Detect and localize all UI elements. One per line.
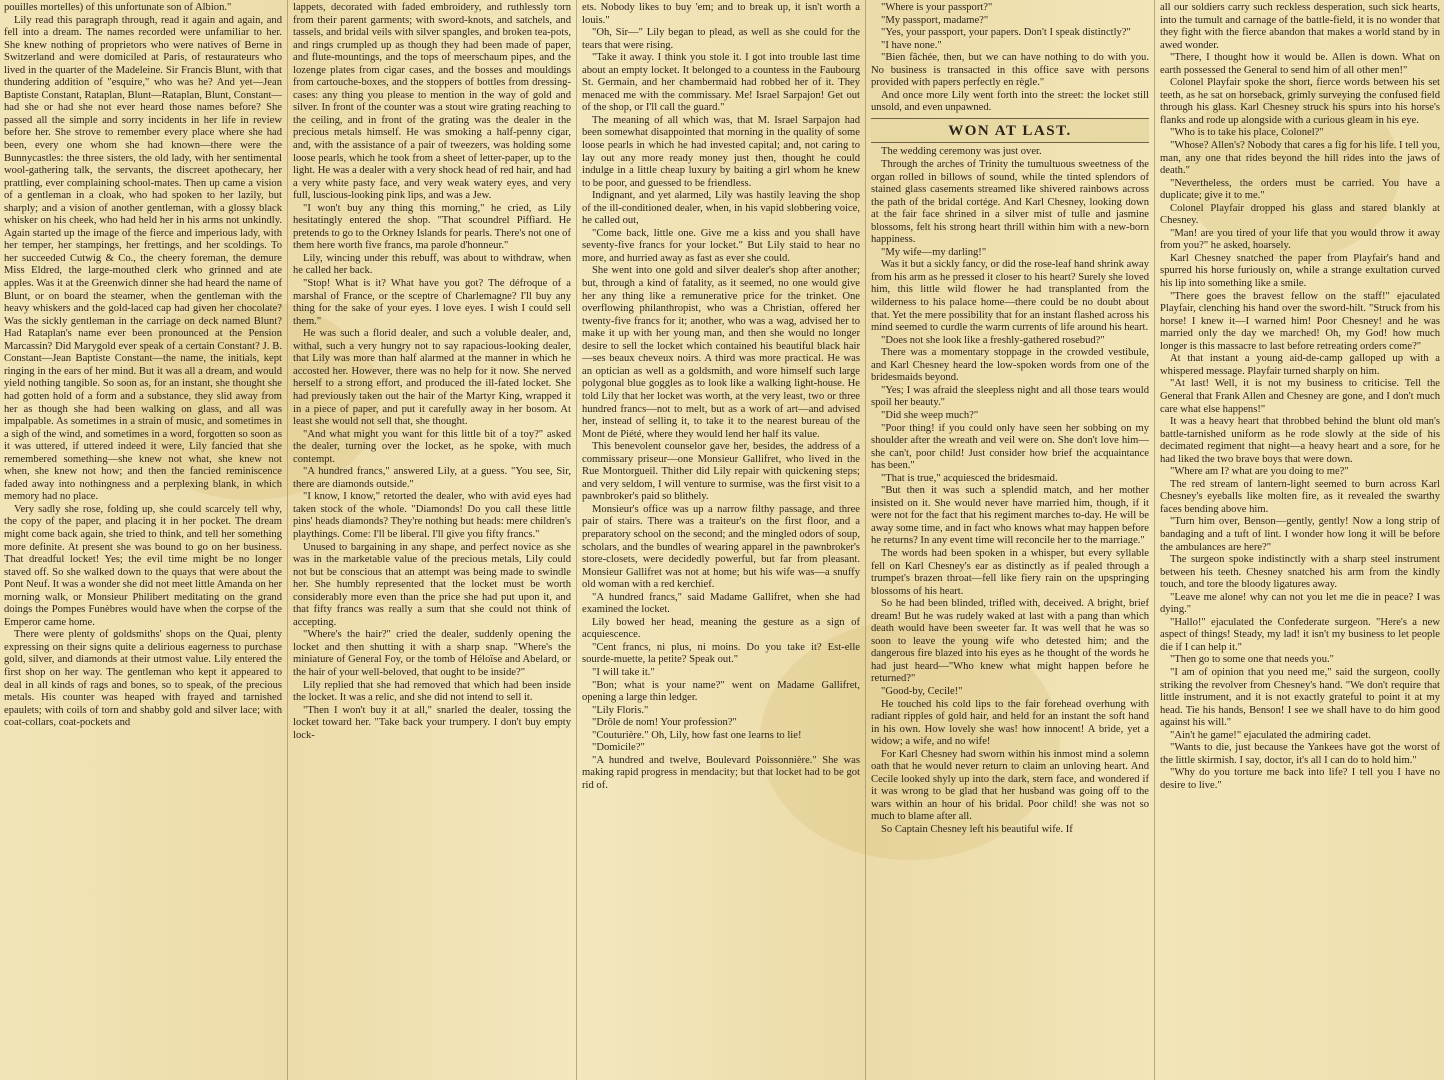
paragraph: "Then I won't buy it at all," snarled the dealer, tossing the locket toward her. "Take back your trumpery. I don't buy empty lock- <box>293 704 571 741</box>
paragraph: "Take it away. I think you stole it. I got into trouble last time about an empty locket. It belonged to a countess in the Faubourg St. Germain, and her chambermaid had robbed her of it. They menaced me with the commissary. Me! Israel Sarpajon! Get out of the shop, or I'll call the guard." <box>582 52 860 114</box>
paragraph: "I won't buy any thing this morning," he cried, as Lily hesitatingly entered the shop. "That scoundrel Piffiard. He pretends to go to the Orkney Islands for pearls. There's not one of them here worth five francs, ma parole d'honneur." <box>293 202 571 252</box>
paragraph: Colonel Playfair spoke the short, fierce words between his set teeth, as he sat on horseback, grimly surveying the confused field through his glass. Karl Chesney struck his spurs into his horse's flanks and rode up alongside with a curious gleam in his eye. <box>1160 77 1440 126</box>
paragraph: Lily replied that she had removed that which had been inside the locket. It was a relic, and she did not intend to sell it. <box>293 679 571 704</box>
paragraph: Indignant, and yet alarmed, Lily was hastily leaving the shop of the ill-conditioned dealer, when, in his vapid slobbering voice, he called out, <box>582 190 860 227</box>
text-column-3 <box>578 0 864 1080</box>
paragraph: "Poor thing! if you could only have seen her sobbing on my shoulder after the wreath and veil were on. She don't love him—she can't, poor child! Just consider how brief the acquaintance has been." <box>871 422 1149 472</box>
paragraph: "I am of opinion that you need me," said the surgeon, coolly striking the revolver from Chesney's hand. "We don't require that little instrument, and it is not exactly grateful to point it at my head. Tie his hands, Benson! I see we shall have to do him good against his will." <box>1160 666 1440 729</box>
paragraph: Lily bowed her head, meaning the gesture as a sign of acquiescence. <box>582 616 860 641</box>
paragraph: Through the arches of Trinity the tumultuous sweetness of the organ rolled in billows of sound, while the tinted splendors of stained glass casements streamed like shivered rainbows across the path of the bridal cortége. And Karl Chesney, looking down at the fair face shrined in a silver mist of tulle and jasmine blossoms, felt his strong heart thrill within him with a new-born happiness. <box>871 159 1149 246</box>
paragraph: "Domicile?" <box>592 742 645 754</box>
paragraph: pouilles mortelles) of this unfortunate son of Albion." <box>4 2 232 13</box>
paragraph: Lily read this paragraph through, read it again and again, and fell into a dream. The names recorded were unfamiliar to her. She knew nothing of proprietors who were natives of Berne in Switzerland and were domiciled at Paris, of restaurateurs who lived in the quarter of the Madeleine. Sir Francis Blunt, with that thundering addition of "esquire," who was he? And yet—Jean Baptiste Constant, Rataplan, Blunt—Rataplan, Blunt, Constant—had she or had she not ever heard those names before? She passed all the simple and sorry incidents in her life in review before her. She strove to remember every place where she had been, every one whom she had known—there were the Bunnycastles: the three sisters, the old lady, with her sentimental wool-gathering talk, the servants, the discreet apothecary, her prattling, ever complaining school-mates. Then up came a vision of a gentleman in a cloak, who had spoken to her lazily, but sharply; and a vision of another gentleman, with a glossy black whisker on his cheek, who had held her in his arms not unkindly. Again started up the image of the fierce and imperious lady, with her temper, her stampings, her frettings, and her scoldings. To her succeeded Cutwig & Co., the cheery foreman, the demure Miss Eldred, the large-mouthed clerk who grinned and ate apples. Was it at the Greenwich dinner she had heard the name of Blunt, or on board the steamer, when the gentleman with the heavy whiskers and the gold-laced cap had given her chocolate? Was the sickly gentleman in the carriage on deck named Blunt? Had Rataplan's name ever been pronounced at the Pension Marcassin? Did Marygold ever speak of a certain Constant? J. B. Constant—Jean Baptiste Constant—the name, the initials, kept ringing in the ears of her mind. But it was all a dream, and would yield nothing tangible. So soon as, for an instant, she thought she had gotten hold of a form and a substance, they slid away from her as though she had been walking on glass, and all was impalpable. As sometimes in a strain of music, and sometimes in a sigh of the wind, and sometimes in a word, forgotten so soon as it was uttered, if uttered indeed it were, Lily fancied that she remembered something—she knew not what, she knew not when, she knew not how; and then the fancied reminiscence faded away into nothingness and a perplexing blank, in which memory had no place. <box>4 14 282 503</box>
paragraph: "Stop! What is it? What have you got? The défroque of a marshal of France, or the sceptre of Charlemagne? I'll buy any thing for the sake of your eyes. I love eyes. I wish I could sell them." <box>293 278 571 327</box>
paragraph: "There goes the bravest fellow on the staff!" ejaculated Playfair, clenching his hand over the sword-hilt. "Struck from his horse! I knew it—I warned him! Poor Chesney! and he was married only the day we marched! Oh, my God! how much longer is this massacre to last before retreating orders come?" <box>1160 290 1440 352</box>
paragraph: "Hallo!" ejaculated the Confederate surgeon. "Here's a new aspect of things! Steady, my lad! it isn't my business to let people die if I can help it." <box>1160 616 1440 653</box>
story-headline-box <box>871 118 1149 144</box>
paragraph: It was a heavy heart that throbbed behind the blunt old man's battle-tarnished uniform as he rode slowly at the side of his decimated regiment that night—a heavy heart and a sore, for he had liked the two brave boys that were down. <box>1160 416 1440 465</box>
paragraph: "Good-by, Cecile!" <box>881 685 963 697</box>
text-column-5 <box>1156 0 1444 1080</box>
paragraph: "I have none." <box>881 39 942 51</box>
paragraph: So Captain Chesney left his beautiful wife. If <box>881 824 1073 835</box>
column-rule <box>287 0 288 1080</box>
paragraph: Unused to bargaining in any shape, and perfect novice as she was in the marketable value of the precious metals, Lily could not but be conscious that an attempt was being made to swindle her. She humbly represented that the locket must be worth considerably more even than the price she had put upon it, and that fifty francs was really a sum that she could not think of accepting. <box>293 541 571 628</box>
paragraph: This benevolent counselor gave her, besides, the address of a commissary priseur—one Monsieur Gallifret, who lived in the Rue Montorgueil. Thither did Lily repair with quickening steps; and very seldom, I will venture to surmise, was the first visit to a pawnbroker's paid so blithely. <box>582 441 860 503</box>
paragraph: The wedding ceremony was just over. <box>881 146 1042 158</box>
paragraph: Lily, wincing under this rebuff, was about to withdraw, when he called her back. <box>293 252 571 277</box>
paragraph: She went into one gold and silver dealer's shop after another; but, through a kind of fatality, as it seemed, no one would give her any thing like a remunerative price for the trinket. One overflowing philanthropist, who was a Christian, offered her twenty-five francs for it; another, who was a wag, advised her to make it up with her young man, and then she would no longer desire to sell the locket which contained his beautiful black hair—ses beaux cheveux noirs. A third was more practical. He was an optician as well as a goldsmith, and wore himself such large polygonal blue goggles as to look like a walking light-house. He told Lily that her locket was worth, at the very least, two or three hundred francs—not to melt, but as a work of art—and advised her, instead of selling it, to take it to the nearest bureau of the Mont de Piété, where they would lend her half its value. <box>582 265 860 440</box>
paragraph: "Yes; I was afraid the sleepless night and all those tears would spoil her beauty." <box>871 384 1149 409</box>
paragraph: The meaning of all which was, that M. Israel Sarpajon had been somewhat disappointed that morning in the quality of some loose pearls in which he had invested capital; and, not caring to lay out any more ready money just then, thought he could indulge in a little cheap luxury by baiting a girl whom he knew to be poor, and guessed to be friendless. <box>582 114 860 189</box>
paragraph: The words had been spoken in a whisper, but every syllable fell on Karl Chesney's ear as distinctly as if pealed through a trumpet's brazen throat—fell like fiery rain on the upspringing blossoms of his heart. <box>871 547 1149 597</box>
paragraph: Karl Chesney snatched the paper from Playfair's hand and spurred his horse furiously on, while a strange exultation curved his lip into something like a smile. <box>1160 252 1440 290</box>
paragraph: "A hundred francs," said Madame Gallifret, when she had examined the locket. <box>582 591 860 616</box>
story-headline: WON AT LAST. <box>948 122 1072 139</box>
paragraph: "Where's the hair?" cried the dealer, suddenly opening the locket and then shutting it with a sharp snap. "Where's the miniature of General Foy, or the tomb of Héloïse and Abelard, or the hair of your well-beloved, that ought to be inside?" <box>293 629 571 678</box>
paragraph: "Nevertheless, the orders must be carried. You have a duplicate; give it to me." <box>1160 177 1440 202</box>
paragraph: "Whose? Allen's? Nobody that cares a fig for his life. I tell you, man, any one that rides beyond the hill rides into the jaws of death." <box>1160 140 1440 177</box>
paragraph: "My passport, madame?" <box>881 14 989 26</box>
paragraph: "Where is your passport?" <box>881 2 993 13</box>
paragraph: So he had been blinded, trifled with, deceived. A bright, brief dream! But he was rudely waked at last with a pang than which death would have been sweeter far. It was well that he was so soon to leave the young wife who detested him; and the dangerous fire blazed into his eyes as he thought of the words he had just heard—"Who knew what might happen before he returned?" <box>871 598 1149 685</box>
paragraph: The surgeon spoke indistinctly with a sharp steel instrument between his teeth. Chesney snatched his arm from the kindly touch, and tore the bloody ligatures away. <box>1160 554 1440 591</box>
column-rule <box>865 0 866 1080</box>
paragraph: "Turn him over, Benson—gently, gently! Now a long strip of bandaging and a tuft of lint. I wonder how long it will be before the ambulances are here?" <box>1160 516 1440 553</box>
paragraph: ets. Nobody likes to buy 'em; and to break up, it isn't worth a louis." <box>582 2 860 26</box>
paragraph: "Man! are you tired of your life that you would throw it away from you?" he asked, hoarsely. <box>1160 227 1440 252</box>
paragraph: "I know, I know," retorted the dealer, who with avid eyes had taken stock of the whole. "Diamonds! Do you call these little pins' heads diamonds? They're nothing but heads: mere children's playthings. Come: I'll be liberal. I'll give you fifty francs." <box>293 491 571 540</box>
paragraph: There were plenty of goldsmiths' shops on the Quai, plenty expressing on their signs quite a delirious eagerness to purchase gold, silver, and diamonds at their utmost value. Lily entered the first shop on her way. The gentleman who kept it appeared to deal in all kinds of rags and bones, so to speak, of the precious metals. His counter was heaped with frayed and tarnished epaulets; with coils of torn and shabby gold and silver lace; with coat-collars, coat-pockets and <box>4 629 282 729</box>
paragraph: Very sadly she rose, folding up, she could scarcely tell why, the copy of the paper, and placing it in her pocket. The dream might come back again, she tried to think, and tell her something more definite. At present she was bound to go on her business. That dreadful locket! Yes; the evil time might be no longer staved off. So she walked down to the quays that were about the Pont Neuf. It was a wonder she did not meet little Amanda on her morning walk, or Monsieur Philibert meditating on the grand doings the Pompes Funèbres would have when the corpse of the Emperor came home. <box>4 503 282 628</box>
paragraph: "Leave me alone! why can not you let me die in peace? I was dying." <box>1160 591 1440 616</box>
paragraph: "Who is to take his place, Colonel?" <box>1170 127 1324 139</box>
paragraph: "A hundred and twelve, Boulevard Poissonnière." She was making rapid progress in mendacity; but that locket had to be got rid of. <box>582 754 860 791</box>
paragraph: "Come back, little one. Give me a kiss and you shall have seventy-five francs for your locket." But Lily staid to hear no more, and hurried away as fast as ever she could. <box>582 227 860 264</box>
paragraph: "A hundred francs," answered Lily, at a guess. "You see, Sir, there are diamonds outside." <box>293 466 571 490</box>
text-column-1 <box>0 0 286 1080</box>
paragraph: lappets, decorated with faded embroidery, and ruthlessly torn from their parent garments; with sword-knots, and satchels, and tassels, and bridal veils with silver spangles, and broken tea-pots, and rings crumpled up as though they had been made of paper, and flute-mountings, and the tops of meerschaum pipes, and the lozenge plates from cigar cases, and the bosses and mouldings from cartouche-boxes, and the stoppers of bottles from dressing-cases: any thing you please to mention in the way of gold and silver. In front of the counter was a stout wire grating reaching to the ceiling, and in front of the grating was the dealer in the precious metals himself. He was smoking a half-penny cigar, and, with the assistance of a pair of tweezers, was holding some loose pearls, which he took from a sheet of letter-paper, up to the light. He was a dealer with a very shock head of red hair, and had a very white pasty face, and very weak watery eyes, and very full, luscious-looking pink lips, and was a Jew. <box>293 2 571 202</box>
paragraph: "And what might you want for this little bit of a toy?" asked the dealer, turning over the locket, as he spoke, with much contempt. <box>293 428 571 465</box>
paragraph: "That is true," acquiesced the bridesmaid. <box>881 472 1058 484</box>
paragraph: "Why do you torture me back into life? I tell you I have no desire to live." <box>1160 767 1440 791</box>
paragraph: "Drôle de nom! Your profession?" <box>592 717 737 729</box>
text-column-2 <box>289 0 575 1080</box>
column-rule <box>576 0 577 1080</box>
paragraph: "At last! Well, it is not my business to criticise. Tell the General that Frank Allen and Chesney are gone, and I don't much care what else happens!" <box>1160 378 1440 415</box>
paragraph: Monsieur's office was up a narrow filthy passage, and three pair of stairs. There was a traiteur's on the first floor, and a preparatory school on the second; and the mingled odors of soup, scholars, and the bundles of wearing apparel in the pawnbroker's store-closets, were decidedly powerful, but far from pleasant. Monsieur Gallifret was not at home; but his wife was—a snuffy old woman with a red kerchief. <box>582 503 860 591</box>
paragraph: "There, I thought how it would be. Allen is down. What on earth possessed the General to send him of all other men!" <box>1160 52 1440 76</box>
paragraph: And once more Lily went forth into the street: the locket still unsold, and even unpawned. <box>871 89 1149 114</box>
paragraph: "Cent francs, ni plus, ni moins. Do you take it? Est-elle sourde-muette, la petite? Speak out." <box>582 641 860 666</box>
paragraph: "Couturière." Oh, Lily, how fast one learns to lie! <box>592 729 802 741</box>
paragraph: The red stream of lantern-light seemed to burn across Karl Chesney's eyeballs like molten fire, as it revealed the swarthy faces bending above him. <box>1160 478 1440 515</box>
paragraph: "Yes, your passport, your papers. Don't I speak distinctly?" <box>881 27 1131 39</box>
paragraph: For Karl Chesney had sworn within his inmost mind a solemn oath that he would never return to claim an unloving heart. And Cecile looked shyly up into the dark, stern face, and wondered if it was wrong to be glad that her husband was going off to the wars within an hour of his bridal. Poor child! she was not so much to blame after all. <box>871 748 1149 823</box>
paragraph: "I will take it." <box>592 666 655 678</box>
paragraph: He was such a florid dealer, and such a voluble dealer, and, withal, such a very hungry not to say rapacious-looking dealer, that Lily was more than half alarmed at the manner in which he accosted her. However, there was no help for it now. She nerved herself to a strong effort, and produced the ill-fated locket. She had previously taken out the hair of the Martyr King, wrapped it in a piece of paper, and put it carefully away in her bosom. At least she would not sell that, she thought. <box>293 328 571 428</box>
text-column-4 <box>867 0 1153 1080</box>
paragraph: all our soldiers carry such reckless desperation, such sick hearts, into the tumult and carnage of the battle-field, it is no wonder that they fight with the fierce abandon that makes a world stand by in awed wonder. <box>1160 2 1440 51</box>
paragraph: "But then it was such a splendid match, and her mother insisted on it. She would never have married him, though, if it were not for the fact that his regiment marches to-day. He will be away some time, and in fact who knows what may happen before he returns? In any event time will reconcile her to the marriage." <box>871 485 1149 547</box>
paragraph: At that instant a young aid-de-camp galloped up with a whispered message. Playfair turned sharply on him. <box>1160 353 1440 377</box>
paragraph: "Then go to some one that needs you." <box>1170 654 1334 666</box>
paragraph: "Where am I? what are you doing to me?" <box>1170 466 1349 478</box>
paragraph: Colonel Playfair dropped his glass and stared blankly at Chesney. <box>1160 202 1440 227</box>
paragraph: Was it but a sickly fancy, or did the rose-leaf hand shrink away from his arm as he pressed it closer to his heart? Surely she loved him, this little wild flower he had transplanted from the wilderness to his palace home—there could be no doubt about that. Yet the mere possibility that for an instant flashed across his mind seemed to curdle the warm currents of life around his heart. <box>871 259 1149 334</box>
paragraph: "Lily Floris." <box>592 704 649 716</box>
paragraph: "Oh, Sir—" Lily began to plead, as well as she could for the tears that were rising. <box>582 27 860 51</box>
paragraph: "My wife—my darling!" <box>881 246 987 258</box>
paragraph: "Wants to die, just because the Yankees have got the worst of the little skirmish. I say, doctor, it's all I can do to hold him." <box>1160 742 1440 766</box>
paragraph: "Does not she look like a freshly-gathered rosebud?" <box>881 334 1105 346</box>
column-rule <box>1154 0 1155 1080</box>
paragraph: "Ain't he game!" ejaculated the admiring cadet. <box>1170 729 1371 741</box>
paragraph: "Did she weep much?" <box>881 409 979 421</box>
paragraph: He touched his cold lips to the fair forehead overhung with radiant ripples of gold hair, and held for an instant the soft hand in his own. How lovely she was! how innocent! A bride, yet a widow; a wife, and no wife! <box>871 698 1149 748</box>
paragraph: There was a momentary stoppage in the crowded vestibule, and Karl Chesney heard the low-spoken words from one of the bridesmaids beyond. <box>871 347 1149 384</box>
paragraph: "Bon; what is your name?" went on Madame Gallifret, opening a large thin ledger. <box>582 679 860 704</box>
paragraph: "Bien fâchée, then, but we can have nothing to do with you. No business is transacted in this office save with persons provided with papers perfectly en règle." <box>871 52 1149 89</box>
